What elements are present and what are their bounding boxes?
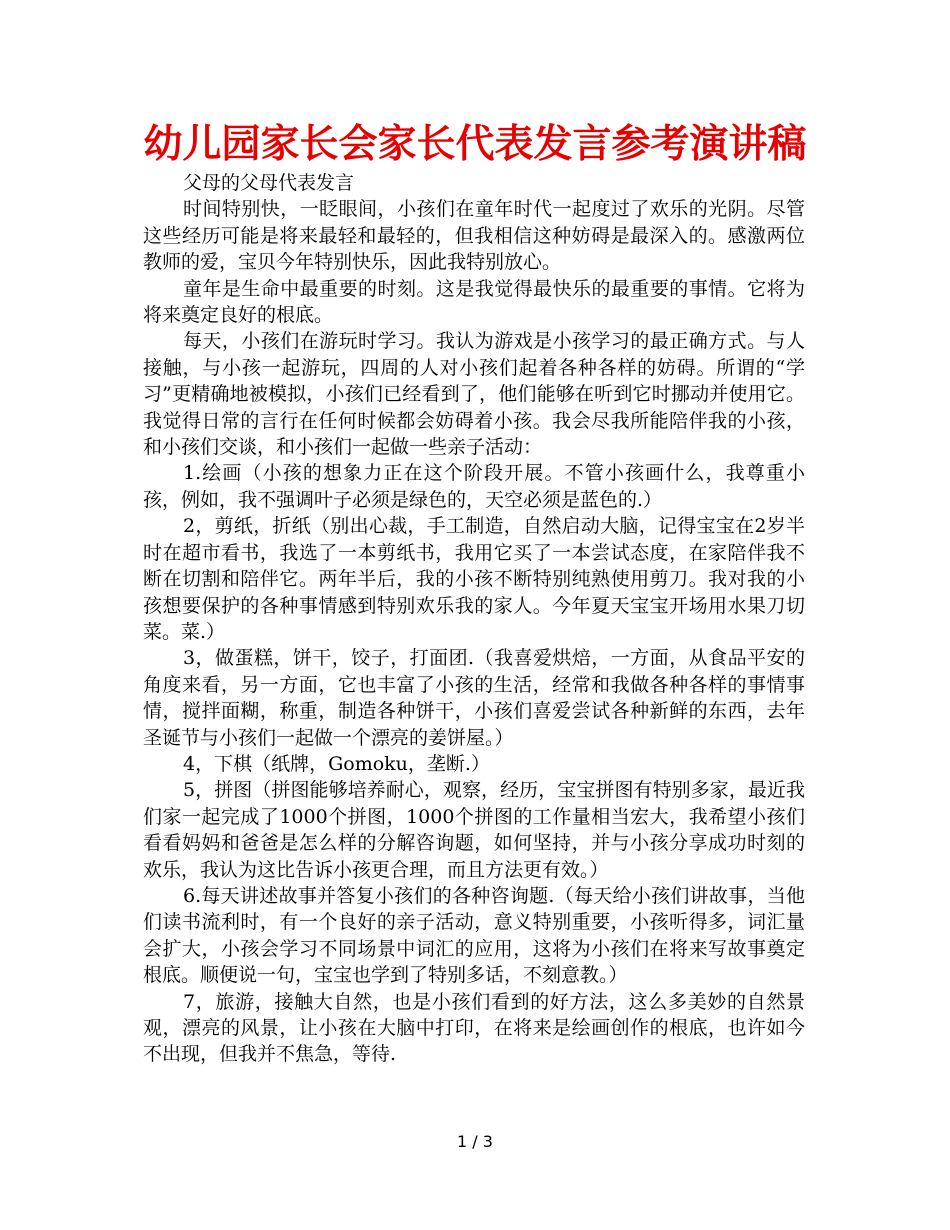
page-number: 1 / 3 bbox=[457, 1132, 493, 1151]
paragraph: 6.每天讲述故事并答复小孩们的各种咨询题.（每天给小孩们讲故事，当他们读书流利时，有一个良好的亲子活动，意义特别重要，小孩听得多，词汇量会扩大，小孩会学习不同场景中词汇的应用，这将为小孩们在将来写故事奠定根底。顺便说一句，宝宝也学到了特别多话，不刻意教。） bbox=[143, 884, 805, 987]
paragraph: 1.绘画（小孩的想象力正在这个阶段开展。不管小孩画什么，我尊重小孩，例如，我不强调叶子必须是绿色的，天空必须是蓝色的.） bbox=[143, 462, 805, 511]
paragraph: 每天，小孩们在游玩时学习。我认为游戏是小孩学习的最正确方式。与人接触，与小孩一起游玩，四周的人对小孩们起着各种各样的妨碍。所谓的“学习”更精确地被模拟，小孩们已经看到了，他们能够在听到它时挪动并使用它。我觉得日常的言行在任何时候都会妨碍着小孩。我会尽我所能陪伴我的小孩，和小孩们交谈，和小孩们一起做一些亲子活动： bbox=[143, 330, 805, 459]
paragraph: 2，剪纸，折纸（别出心裁，手工制造，自然启动大脑，记得宝宝在2岁半时在超市看书，我选了一本剪纸书，我用它买了一本尝试态度，在家陪伴我不断在切割和陪伴它。两年半后，我的小孩不断特别纯熟使用剪刀。我对我的小孩想要保护的各种事情感到特别欢乐我的家人。今年夏天宝宝开场用水果刀切菜。菜.） bbox=[143, 515, 805, 643]
paragraph: 父母的父母代表发言 bbox=[183, 172, 355, 194]
paragraph: 3，做蛋糕，饼干，饺子，打面团.（我喜爱烘焙，一方面，从食品平安的角度来看，另一方面，它也丰富了小孩的生活，经常和我做各种各样的事情事情，搅拌面糊，称重，制造各种饼干，小孩们喜爱尝试各种新鲜的东西，去年圣诞节与小孩们一起做一个漂亮的姜饼屋。） bbox=[143, 647, 805, 749]
paragraph: 童年是生命中最重要的时刻。这是我觉得最快乐的最重要的事情。它将为将来奠定良好的根底。 bbox=[143, 277, 805, 327]
paragraph: 时间特别快，一眨眼间，小孩们在童年时代一起度过了欢乐的光阴。尽管这些经历可能是将来最轻和最轻的，但我相信这种妨碍是最深入的。感激两位教师的爱，宝贝今年特别快乐，因此我特别放心。 bbox=[143, 198, 805, 274]
document-body bbox=[143, 170, 805, 1068]
paragraph: 4，下棋（纸牌，Gomoku，垄断.） bbox=[183, 752, 490, 775]
document-title: 幼儿园家长会家长代表发言参考演讲稿 bbox=[143, 121, 807, 167]
paragraph: 7，旅游，接触大自然，也是小孩们看到的好方法，这么多美妙的自然景观，漂亮的风景，让小孩在大脑中打印，在将来是绘画创作的根底，也许如今不出现，但我并不焦急，等待. bbox=[143, 990, 805, 1066]
paragraph: 5，拼图（拼图能够培养耐心，观察，经历，宝宝拼图有特别多家，最近我们家一起完成了1000个拼图，1000个拼图的工作量相当宏大，我希望小孩们看看妈妈和爸爸是怎么样的分解咨询题，如何坚持，并与小孩分享成功时刻的欢乐，我认为这比告诉小孩更合理，而且方法更有效。） bbox=[143, 779, 805, 881]
